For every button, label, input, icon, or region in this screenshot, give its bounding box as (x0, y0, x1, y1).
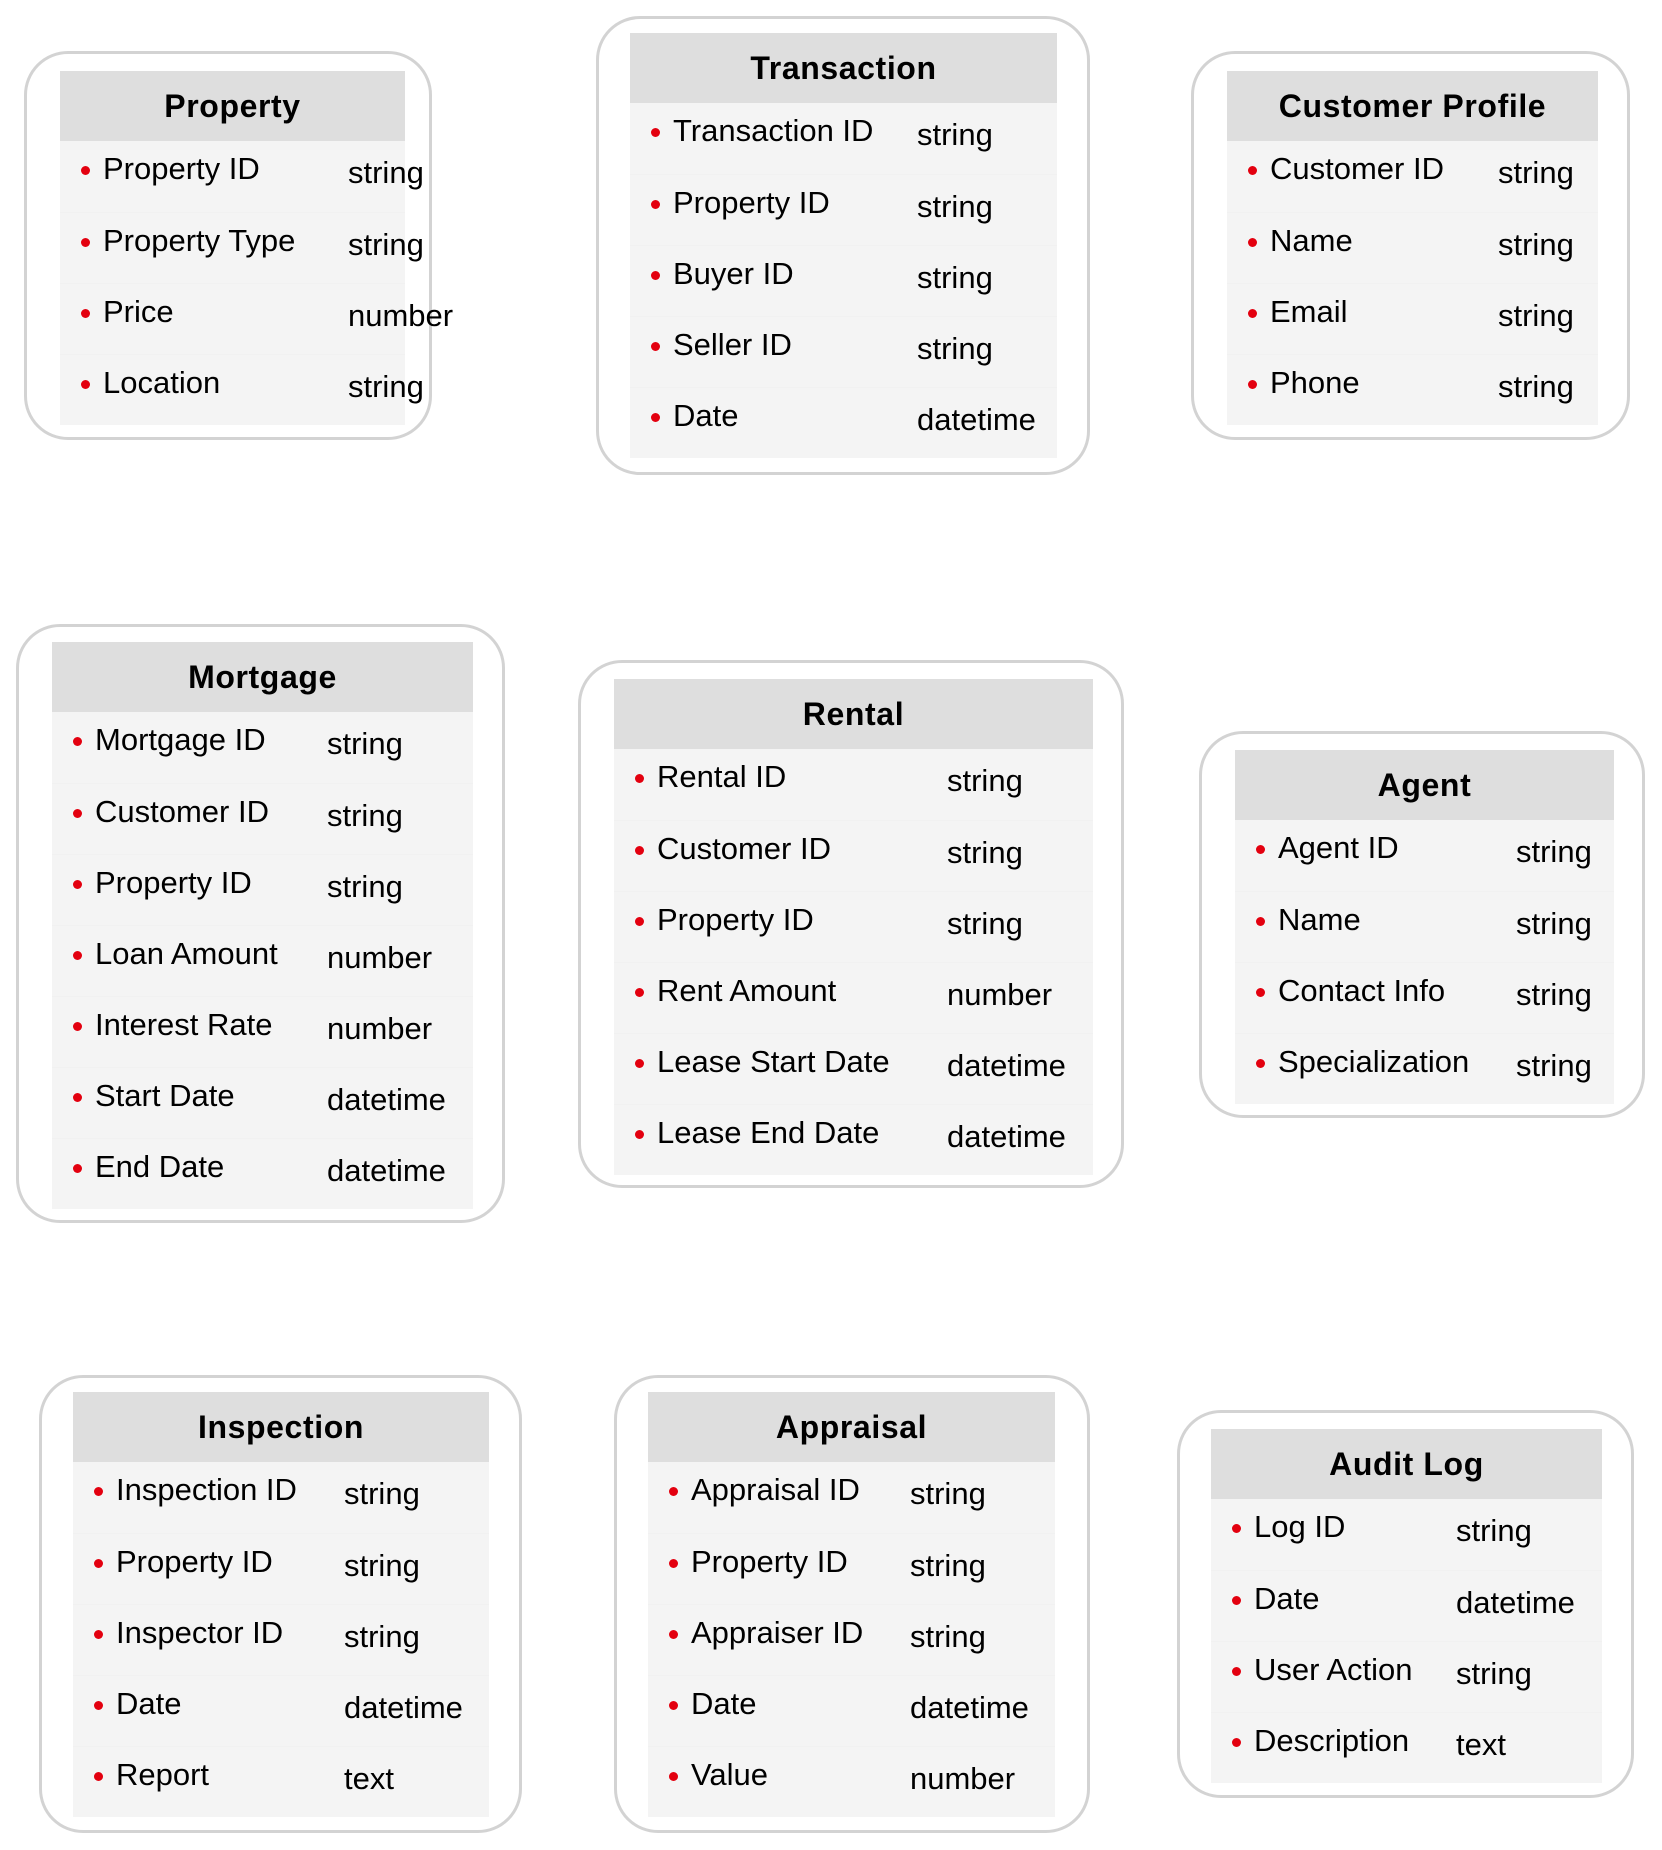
attribute-name: Email (1270, 294, 1348, 329)
attribute-name: Value (691, 1757, 768, 1792)
attribute-name: Appraisal ID (691, 1472, 860, 1507)
attribute-row (614, 1104, 1093, 1175)
attribute-name: Buyer ID (673, 256, 794, 291)
bullet-icon (1256, 1059, 1265, 1068)
entity-title: Rental (614, 679, 1093, 749)
entity-table-property (60, 71, 454, 425)
entity-title: Inspection (73, 1392, 489, 1462)
attribute-type: string (1498, 227, 1574, 262)
attribute-name: Property ID (116, 1544, 273, 1579)
attribute-name: Date (116, 1686, 182, 1721)
attribute-type: string (910, 1548, 986, 1583)
bullet-icon (81, 380, 90, 389)
attribute-name: Name (1270, 223, 1353, 258)
bullet-icon (81, 309, 90, 318)
bullet-icon (94, 1701, 103, 1710)
bullet-icon (94, 1772, 103, 1781)
bullet-icon (651, 342, 660, 351)
attribute-type: string (1498, 369, 1574, 404)
entity-table-inspection (73, 1392, 489, 1817)
attribute-row (614, 820, 1093, 891)
attribute-name: Lease Start Date (657, 1044, 890, 1079)
attribute-type: string (917, 260, 993, 295)
attribute-name: Customer ID (1270, 151, 1444, 186)
attribute-name: User Action (1254, 1652, 1413, 1687)
attribute-row (1211, 1499, 1602, 1570)
attribute-type: number (327, 940, 433, 975)
entity-title: Appraisal (648, 1392, 1055, 1462)
bullet-icon (73, 951, 82, 960)
entity-table-customer-profile (1227, 71, 1598, 425)
attribute-name: Rent Amount (657, 973, 837, 1008)
attribute-row (1227, 212, 1598, 283)
attribute-name: Inspection ID (116, 1472, 297, 1507)
attribute-name: Description (1254, 1723, 1410, 1758)
attribute-row (630, 387, 1057, 458)
bullet-icon (94, 1487, 103, 1496)
bullet-icon (669, 1772, 678, 1781)
bullet-icon (1256, 845, 1265, 854)
attribute-row (52, 712, 473, 783)
attribute-type: string (327, 726, 403, 761)
attribute-type: string (1516, 1048, 1592, 1083)
attribute-row (52, 1138, 473, 1209)
entity-title: Audit Log (1211, 1429, 1602, 1499)
attribute-name: Property Type (103, 223, 296, 258)
attribute-row (60, 354, 424, 425)
attribute-type: string (917, 189, 993, 224)
bullet-icon (651, 413, 660, 422)
bullet-icon (1256, 988, 1265, 997)
attribute-row (630, 245, 1057, 316)
entity-table-audit-log (1211, 1429, 1602, 1783)
entity-title: Property (60, 71, 405, 141)
attribute-row (1235, 1033, 1614, 1104)
attribute-name: Property ID (691, 1544, 848, 1579)
attribute-type: number (327, 1011, 433, 1046)
bullet-icon (651, 271, 660, 280)
attribute-name: Seller ID (673, 327, 792, 362)
bullet-icon (94, 1630, 103, 1639)
attribute-name: Agent ID (1278, 830, 1399, 865)
attribute-list (73, 1462, 489, 1817)
attribute-type: string (344, 1619, 420, 1654)
attribute-type: datetime (327, 1153, 446, 1188)
bullet-icon (73, 809, 82, 818)
attribute-type: string (1516, 834, 1592, 869)
bullet-icon (1232, 1596, 1241, 1605)
attribute-type: string (947, 835, 1023, 870)
attribute-name: Report (116, 1757, 210, 1792)
attribute-row (648, 1533, 1055, 1604)
attribute-row (1227, 141, 1598, 212)
bullet-icon (73, 1093, 82, 1102)
attribute-row (630, 103, 1057, 174)
attribute-list (648, 1462, 1055, 1817)
attribute-list (52, 712, 473, 1209)
attribute-name: Location (103, 365, 221, 400)
attribute-row (52, 925, 473, 996)
entity-title: Agent (1235, 750, 1614, 820)
bullet-icon (635, 1130, 644, 1139)
attribute-name: End Date (95, 1149, 225, 1184)
bullet-icon (651, 128, 660, 137)
attribute-row (73, 1675, 489, 1746)
bullet-icon (635, 1059, 644, 1068)
attribute-type: datetime (917, 402, 1036, 437)
bullet-icon (635, 988, 644, 997)
entity-table-rental (614, 679, 1093, 1175)
attribute-type: string (947, 906, 1023, 941)
attribute-name: Mortgage ID (95, 722, 266, 757)
attribute-type: datetime (910, 1690, 1029, 1725)
bullet-icon (1248, 166, 1257, 175)
bullet-icon (1256, 917, 1265, 926)
attribute-type: string (1498, 298, 1574, 333)
attribute-type: datetime (947, 1119, 1066, 1154)
attribute-name: Property ID (103, 151, 260, 186)
bullet-icon (669, 1487, 678, 1496)
attribute-type: string (917, 331, 993, 366)
entity-table-mortgage (52, 642, 473, 1209)
bullet-icon (635, 917, 644, 926)
attribute-list (1211, 1499, 1602, 1783)
bullet-icon (1232, 1738, 1241, 1747)
attribute-type: text (1456, 1727, 1506, 1762)
bullet-icon (635, 846, 644, 855)
bullet-icon (651, 200, 660, 209)
attribute-type: number (348, 298, 454, 333)
bullet-icon (1248, 309, 1257, 318)
attribute-row (614, 1033, 1093, 1104)
attribute-row (1211, 1712, 1602, 1783)
attribute-type: string (327, 798, 403, 833)
attribute-row (73, 1746, 489, 1817)
attribute-row (73, 1462, 489, 1533)
attribute-row (1235, 820, 1614, 891)
attribute-row (73, 1604, 489, 1675)
bullet-icon (94, 1559, 103, 1568)
attribute-row (1227, 354, 1598, 425)
bullet-icon (669, 1701, 678, 1710)
bullet-icon (73, 1164, 82, 1173)
attribute-name: Interest Rate (95, 1007, 273, 1042)
attribute-name: Price (103, 294, 174, 329)
attribute-type: number (910, 1761, 1016, 1796)
attribute-name: Date (1254, 1581, 1320, 1616)
attribute-row (60, 141, 424, 212)
attribute-name: Transaction ID (673, 113, 874, 148)
attribute-list (630, 103, 1057, 458)
attribute-name: Log ID (1254, 1509, 1346, 1544)
attribute-row (630, 174, 1057, 245)
bullet-icon (81, 238, 90, 247)
entity-table-transaction (630, 33, 1057, 458)
attribute-type: datetime (344, 1690, 463, 1725)
attribute-row (52, 854, 473, 925)
attribute-name: Loan Amount (95, 936, 278, 971)
attribute-row (630, 316, 1057, 387)
attribute-name: Appraiser ID (691, 1615, 864, 1650)
bullet-icon (669, 1630, 678, 1639)
bullet-icon (73, 737, 82, 746)
attribute-list (60, 141, 454, 425)
attribute-row (614, 962, 1093, 1033)
bullet-icon (1248, 380, 1257, 389)
attribute-name: Customer ID (657, 831, 831, 866)
attribute-type: datetime (947, 1048, 1066, 1083)
attribute-name: Customer ID (95, 794, 269, 829)
attribute-type: text (344, 1761, 394, 1796)
attribute-type: string (348, 369, 424, 404)
entity-title: Customer Profile (1227, 71, 1598, 141)
attribute-name: Property ID (95, 865, 252, 900)
attribute-name: Date (673, 398, 739, 433)
attribute-type: string (348, 155, 424, 190)
bullet-icon (635, 774, 644, 783)
attribute-type: string (348, 227, 424, 262)
attribute-type: string (910, 1619, 986, 1654)
attribute-type: string (910, 1476, 986, 1511)
bullet-icon (81, 166, 90, 175)
attribute-row (614, 891, 1093, 962)
attribute-list (614, 749, 1093, 1175)
attribute-name: Specialization (1278, 1044, 1470, 1079)
attribute-name: Property ID (673, 185, 830, 220)
attribute-type: datetime (1456, 1585, 1575, 1620)
attribute-row (1235, 962, 1614, 1033)
attribute-type: string (1456, 1513, 1532, 1548)
attribute-type: string (327, 869, 403, 904)
attribute-row (1211, 1570, 1602, 1641)
attribute-name: Lease End Date (657, 1115, 880, 1150)
attribute-type: string (344, 1476, 420, 1511)
attribute-name: Rental ID (657, 759, 787, 794)
attribute-row (614, 749, 1093, 820)
attribute-list (1227, 141, 1598, 425)
bullet-icon (73, 1022, 82, 1031)
attribute-row (648, 1675, 1055, 1746)
attribute-name: Inspector ID (116, 1615, 284, 1650)
attribute-type: number (947, 977, 1053, 1012)
attribute-name: Start Date (95, 1078, 235, 1113)
attribute-type: string (1456, 1656, 1532, 1691)
bullet-icon (1232, 1667, 1241, 1676)
bullet-icon (1232, 1524, 1241, 1533)
attribute-list (1235, 820, 1614, 1104)
bullet-icon (1248, 238, 1257, 247)
attribute-row (73, 1533, 489, 1604)
attribute-name: Date (691, 1686, 757, 1721)
attribute-type: string (344, 1548, 420, 1583)
attribute-row (648, 1462, 1055, 1533)
entity-title: Transaction (630, 33, 1057, 103)
attribute-name: Contact Info (1278, 973, 1446, 1008)
attribute-type: string (917, 117, 993, 152)
attribute-row (1211, 1641, 1602, 1712)
attribute-row (1235, 891, 1614, 962)
bullet-icon (73, 880, 82, 889)
attribute-row (60, 283, 454, 354)
entity-table-agent (1235, 750, 1614, 1104)
entity-title: Mortgage (52, 642, 473, 712)
attribute-type: datetime (327, 1082, 446, 1117)
attribute-type: string (947, 763, 1023, 798)
attribute-row (648, 1746, 1055, 1817)
attribute-name: Name (1278, 902, 1361, 937)
bullet-icon (669, 1559, 678, 1568)
attribute-row (52, 1067, 473, 1138)
attribute-type: string (1498, 155, 1574, 190)
attribute-row (52, 996, 473, 1067)
entity-table-appraisal (648, 1392, 1055, 1817)
attribute-type: string (1516, 977, 1592, 1012)
attribute-name: Property ID (657, 902, 814, 937)
attribute-row (648, 1604, 1055, 1675)
attribute-name: Phone (1270, 365, 1360, 400)
attribute-type: string (1516, 906, 1592, 941)
attribute-row (52, 783, 473, 854)
attribute-row (1227, 283, 1598, 354)
attribute-row (60, 212, 424, 283)
